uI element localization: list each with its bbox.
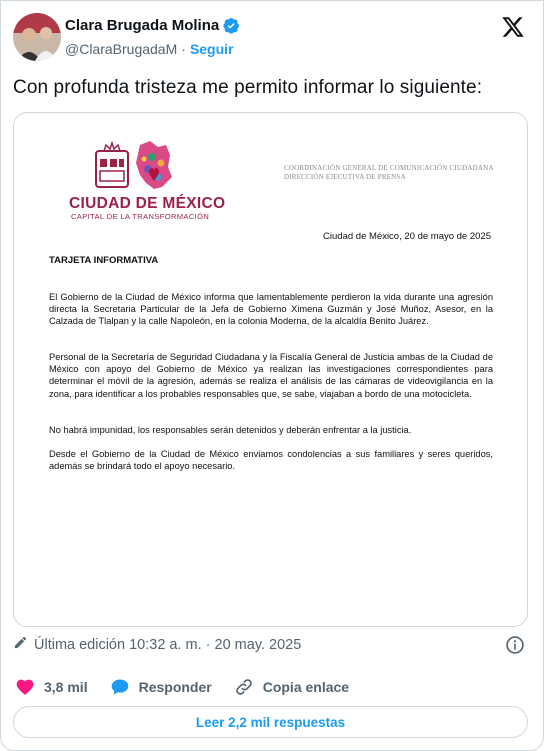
reply-button[interactable] bbox=[110, 677, 212, 697]
document-paragraph: Personal de la Secretaría de Seguridad Ciudadana y la Fiscalía General de Justicia ambas de la Ciudad de México con apoyo del Gobierno de México ya realizan las investigaciones correspondientes para determinar el móvil de la agresión, además se realiza el análisis de las cámaras de videovigilancia en la zona, para identificar a los probables responsables que, se sabe, viajaban a bordo de una motocicleta. bbox=[49, 352, 493, 399]
attached-document-image[interactable] bbox=[13, 112, 528, 627]
copy-link-label: Copia enlace bbox=[262, 679, 350, 695]
logo-title: CIUDAD DE MÉXICO bbox=[69, 195, 226, 212]
like-count: 3,8 mil bbox=[44, 679, 88, 695]
info-icon[interactable] bbox=[505, 635, 525, 655]
copy-link-button[interactable] bbox=[234, 677, 349, 697]
link-icon bbox=[234, 677, 254, 697]
pencil-icon bbox=[13, 635, 28, 654]
tweet-text: Con profunda tristeza me permito informar lo siguiente: bbox=[13, 77, 483, 98]
read-replies-button[interactable]: Leer 2,2 mil respuestas bbox=[13, 706, 528, 738]
separator-dot: · bbox=[181, 41, 186, 57]
edit-info-row[interactable] bbox=[13, 635, 301, 654]
reply-bubble-icon bbox=[110, 677, 130, 697]
reply-label: Responder bbox=[138, 679, 212, 695]
logo-subtitle: CAPITAL DE LA TRANSFORMACIÓN bbox=[71, 212, 210, 221]
author-handle-row bbox=[65, 41, 234, 57]
edited-timestamp[interactable]: Última edición 10:32 a. m. · 20 may. 2025 bbox=[34, 636, 302, 653]
document-paragraph: Desde el Gobierno de la Ciudad de México enviamos condolencias a sus familiares y seres queridos, además se brindará todo el apoyo necesario. bbox=[49, 449, 493, 472]
dept-line-1: COORDINACIÓN GENERAL DE COMUNICACIÓN CIUDADANA bbox=[284, 164, 494, 172]
dept-line-2: DIRECCIÓN EJECUTIVA DE PRENSA bbox=[284, 173, 406, 181]
like-button[interactable] bbox=[15, 677, 88, 697]
avatar[interactable] bbox=[13, 13, 61, 61]
document-paragraph: El Gobierno de la Ciudad de México informa que lamentablemente perdieron la vida durante una agresión directa la Secretaria Particular de la Jefa de Gobierno Ximena Guzmán y José Muñoz, Asesor, en la Calzada de Tlalpan y la calle Napoleón, en la colonia Moderna, de la alcaldía Benito Juárez. bbox=[49, 292, 493, 327]
document-heading: TARJETA INFORMATIVA bbox=[49, 255, 159, 266]
heart-icon bbox=[15, 677, 35, 697]
tweet-actions bbox=[15, 677, 371, 697]
x-logo-icon[interactable] bbox=[501, 15, 525, 39]
author-handle[interactable]: @ClaraBrugadaM bbox=[65, 41, 178, 57]
document-paragraph: No habrá impunidad, los responsables serán detenidos y deberán enfrentar a la justicia. bbox=[49, 425, 412, 435]
document-date: Ciudad de México, 20 de mayo de 2025 bbox=[323, 231, 491, 242]
department-header bbox=[284, 164, 494, 182]
verified-icon bbox=[223, 17, 240, 34]
author-name[interactable]: Clara Brugada Molina bbox=[65, 17, 220, 34]
follow-button[interactable]: Seguir bbox=[189, 41, 234, 57]
author-name-row[interactable] bbox=[65, 17, 240, 34]
